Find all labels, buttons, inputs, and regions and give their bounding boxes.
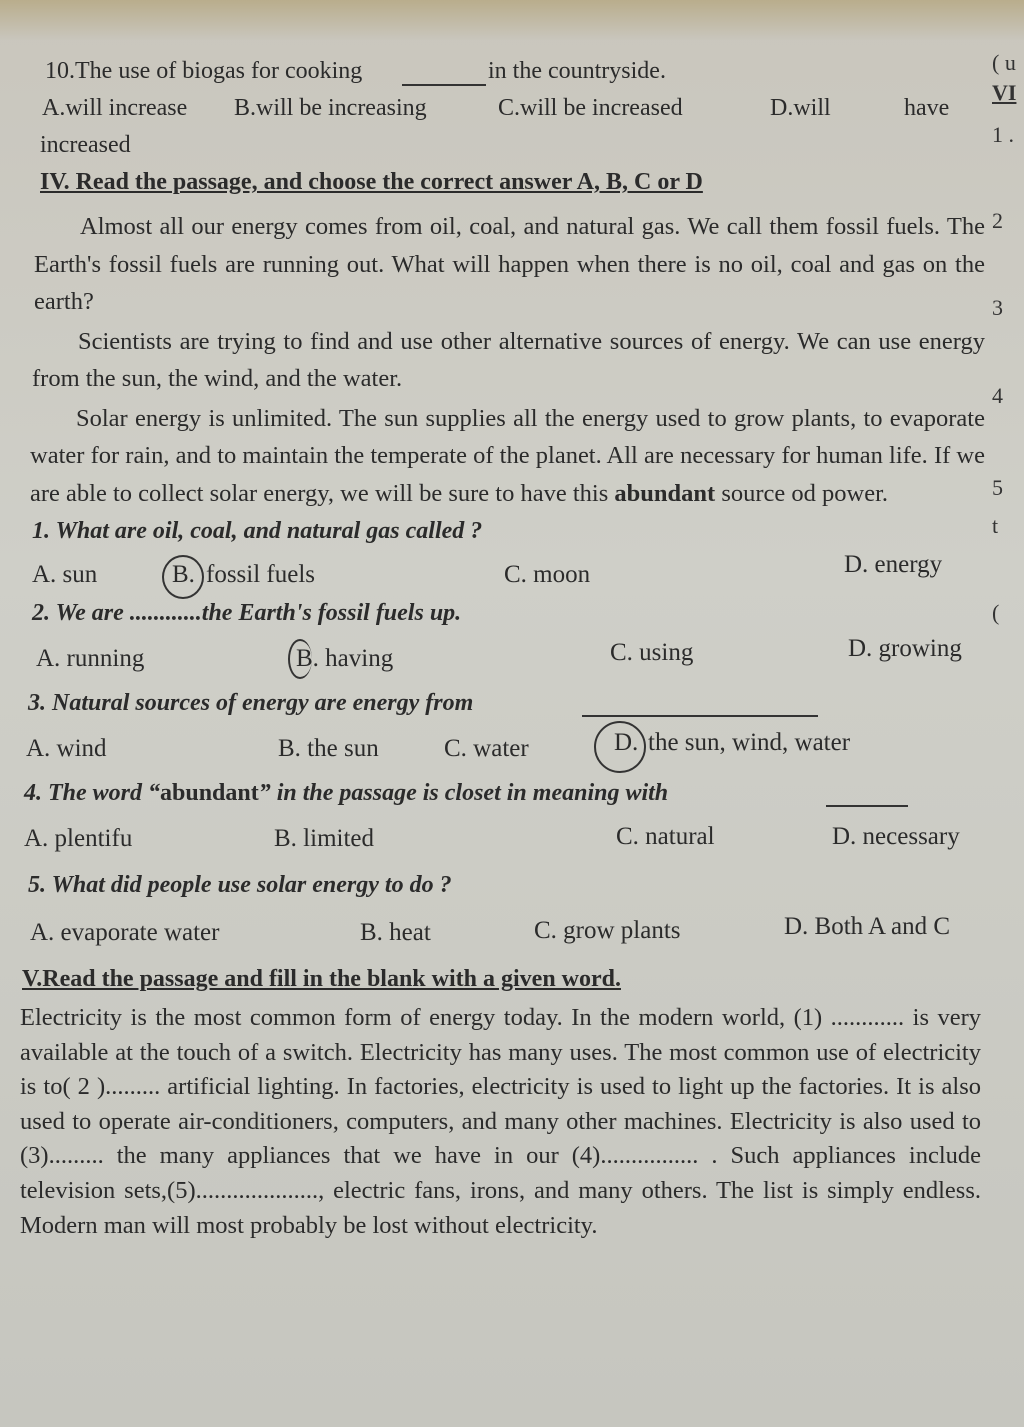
q4-blank <box>826 783 908 807</box>
answer-circle <box>594 721 646 773</box>
q10-option-a: A.will increase <box>42 95 188 121</box>
q10-blank <box>402 62 486 86</box>
section-4-heading: IV. Read the passage, and choose the correct answer A, B, C or D <box>40 169 703 195</box>
passage-paragraph-1: Almost all our energy comes from oil, coal, and natural gas. We call them fossil fuels. The Earth's fossil fuels are running out. What will happen when there is no oil, coal and gas on the earth? <box>34 213 985 315</box>
question-1-options <box>20 551 985 598</box>
q2-option-d: D. growing <box>848 635 962 662</box>
question-10-wrap <box>20 132 985 169</box>
margin-text: t <box>992 513 999 538</box>
q1-option-b-text: fossil fuels <box>206 561 316 588</box>
q2-option-b: B. having <box>296 645 394 672</box>
question-2-options <box>20 635 985 682</box>
page-top-edge <box>0 0 1024 40</box>
section-5-heading: V.Read the passage and fill in the blank with a given word. <box>22 966 621 992</box>
q10-option-c: C.will be increased <box>498 95 683 121</box>
section-5-passage: Electricity is the most common form of energy today. In the modern world, (1) ............ is very available at the touch of a switch. Electricity has many uses. The most common use of electricity is to( 2 )......... artificial lighting. In factories, electricity is used to light up the factories. It is also used to operate air-conditioners, computers, and many other machines. Electricity is also used to (3)......... the many appliances that we have in our (4)................ . Such appliances include television sets,(5)...................., electric fans, irons, and many others. The list is simply endless. Modern man will most probably be lost without electricity. <box>20 1004 981 1239</box>
question-10-options <box>20 95 985 132</box>
question-5-stem: 5. What did people use solar energy to do ? <box>28 872 452 898</box>
q4-bold-word: abundant <box>160 780 259 806</box>
margin-text: 2 <box>992 208 1003 233</box>
q4-option-b: B. limited <box>274 825 374 852</box>
margin-text: ( <box>992 600 1000 625</box>
q1-option-a: A. sun <box>32 561 98 588</box>
q2-option-c: C. using <box>610 639 694 666</box>
q4-option-d: D. necessary <box>832 823 960 850</box>
answer-circle <box>162 555 204 599</box>
margin-text: VI <box>992 80 1017 105</box>
bold-word-abundant: abundant <box>614 479 716 507</box>
q3-blank <box>582 693 818 717</box>
passage-paragraph-2: Scientists are trying to find and use other alternative sources of energy. We can use energy from the sun, the wind, and the water. <box>32 327 985 392</box>
q3-option-a: A. wind <box>26 735 107 762</box>
q1-option-c: C. moon <box>504 561 591 588</box>
question-3-stem: 3. Natural sources of energy are energy from <box>20 690 985 727</box>
q3-option-d-text: the sun, wind, water <box>648 729 851 756</box>
passage-paragraph-3-text: Solar energy is unlimited. The sun supplies all the energy used to grow plants, to evaporate water for rain, and to maintain the temperate of the planet. All are necessary for human life. If we are able to collect solar energy, we will be sure to have this <box>30 404 985 507</box>
q2-option-a: A. running <box>36 645 145 672</box>
margin-text: 1 . <box>992 122 1014 147</box>
question-10-stem <box>20 58 985 95</box>
q3-option-b: B. the sun <box>278 735 379 762</box>
q1-option-b: B. <box>172 561 195 588</box>
passage-paragraph-3 <box>20 400 985 513</box>
margin-text: ( u <box>992 50 1016 75</box>
right-margin-cutoff-text <box>988 50 1024 625</box>
margin-text: 3 <box>992 295 1003 320</box>
q3-option-c: C. water <box>444 735 529 762</box>
q10-option-b: B.will be increasing <box>234 95 427 121</box>
question-4-options <box>20 825 985 862</box>
q10-option-d: D.will <box>770 95 831 121</box>
q10-stem-b: in the countryside. <box>488 58 666 84</box>
q5-option-d: D. Both A and C <box>784 913 950 940</box>
q3-option-d: D. <box>614 729 639 756</box>
q10-option-d-wrap: increased <box>40 132 131 158</box>
q1-option-d: D. energy <box>844 551 943 578</box>
q5-option-b: B. heat <box>360 919 431 946</box>
q4-option-a: A. plentifu <box>24 825 133 852</box>
q5-option-c: C. grow plants <box>534 917 681 944</box>
q4-option-c: C. natural <box>616 823 715 850</box>
question-2-stem: 2. We are ............the Earth's fossil fuels up. <box>32 600 462 626</box>
margin-text: 4 <box>992 383 1003 408</box>
margin-text: 5 <box>992 475 1003 500</box>
question-5-options <box>20 913 985 956</box>
q10-stem-a: 10.The use of biogas for cooking <box>45 58 363 84</box>
q10-option-d-cont: have <box>904 95 950 121</box>
q5-option-a: A. evaporate water <box>30 919 220 946</box>
passage-paragraph-3-end: source od power. <box>715 479 889 507</box>
question-3-options <box>20 729 985 772</box>
question-4-stem: 4. The word “abundant” in the passage is closet in meaning with <box>20 780 985 817</box>
question-1-stem: 1. What are oil, coal, and natural gas called ? <box>32 518 483 544</box>
